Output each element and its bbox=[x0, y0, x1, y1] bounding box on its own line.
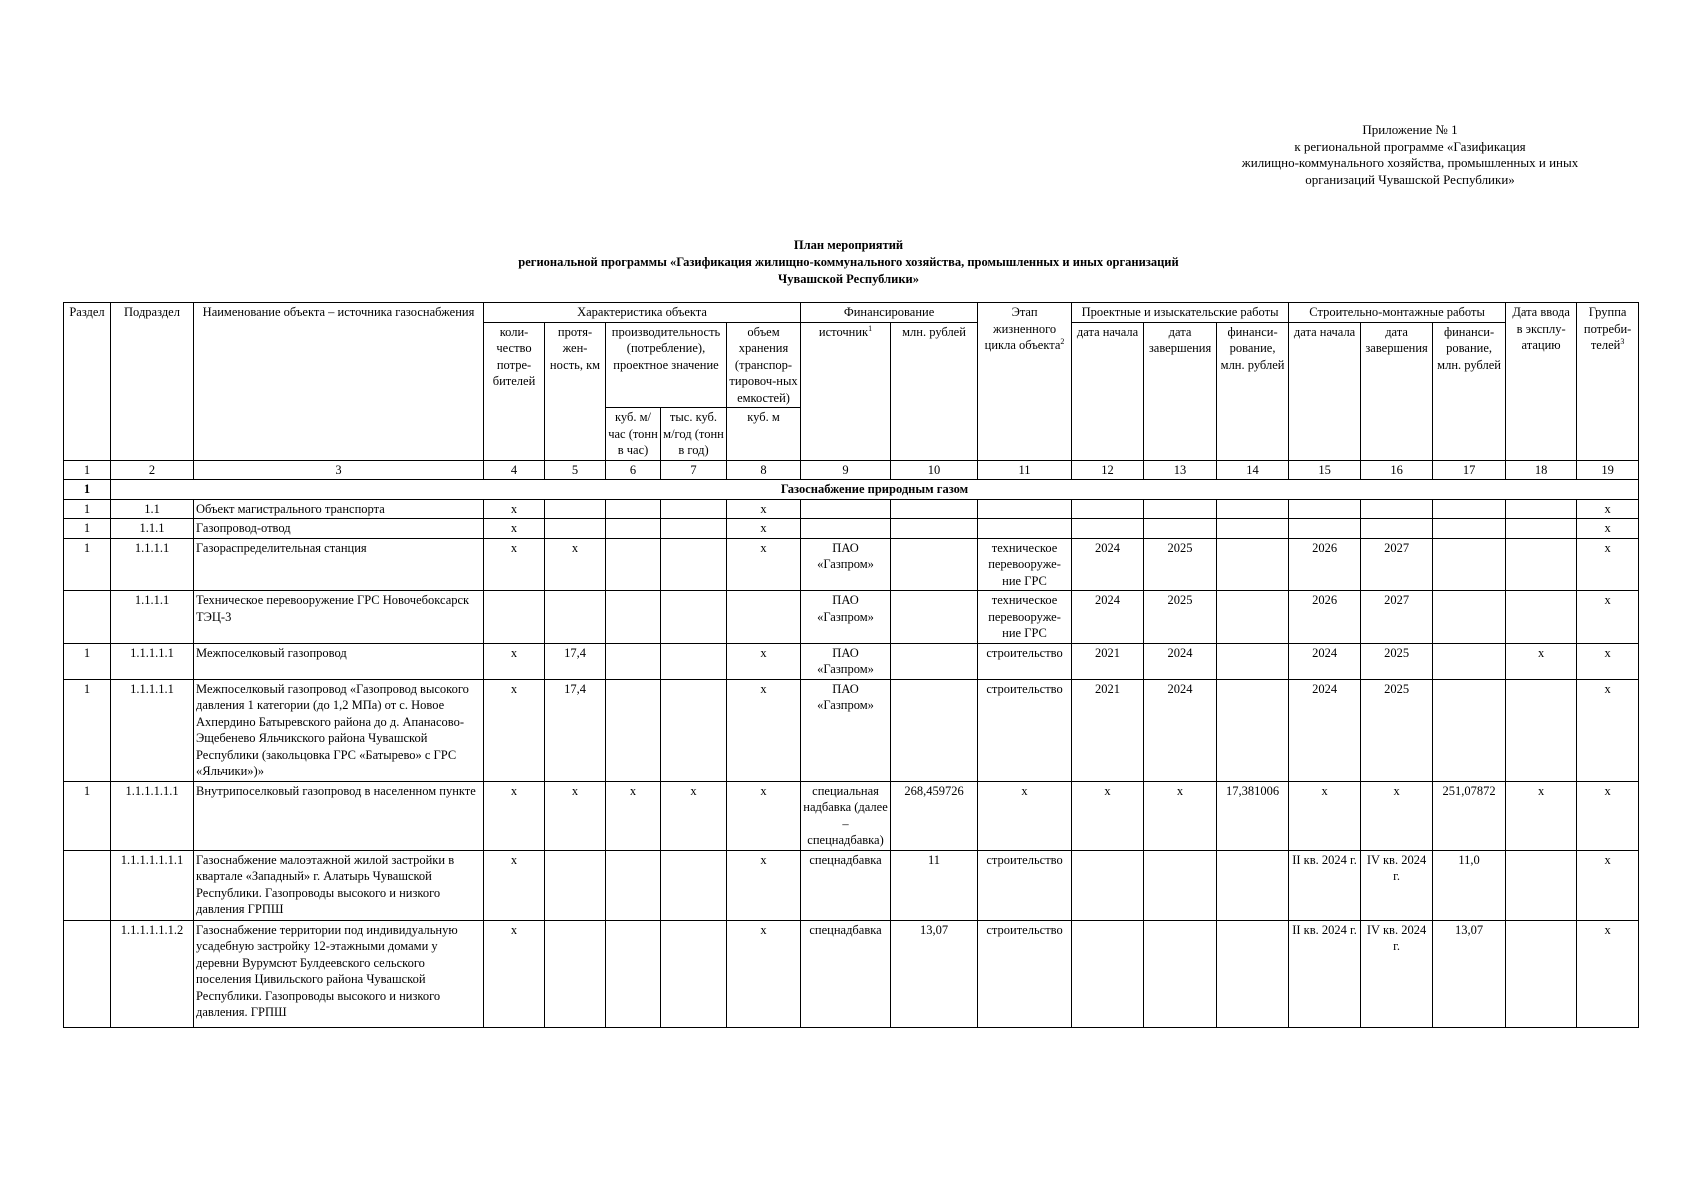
table-cell: x bbox=[606, 781, 661, 850]
table-cell bbox=[891, 643, 978, 679]
section-title: Газоснабжение природным газом bbox=[111, 480, 1639, 500]
table-cell bbox=[1217, 499, 1289, 519]
table-cell: 2024 bbox=[1289, 679, 1361, 781]
header-proizvoditelnost: производительность (потребление), проектное значение bbox=[606, 322, 727, 408]
table-cell bbox=[1144, 850, 1217, 920]
table-cell: 1 bbox=[64, 538, 111, 591]
table-cell: x bbox=[484, 499, 545, 519]
table-cell: x bbox=[978, 781, 1072, 850]
table-cell: 2025 bbox=[1361, 643, 1433, 679]
annex-line-1: Приложение № 1 bbox=[1362, 122, 1458, 137]
table-cell bbox=[606, 920, 661, 1027]
table-cell: x bbox=[1289, 781, 1361, 850]
table-cell: 1 bbox=[64, 679, 111, 781]
table-cell: 2021 bbox=[1072, 679, 1144, 781]
table-cell: 17,4 bbox=[545, 643, 606, 679]
table-cell: x bbox=[1577, 591, 1639, 644]
table-cell bbox=[978, 499, 1072, 519]
table-cell bbox=[1361, 519, 1433, 539]
table-cell bbox=[606, 519, 661, 539]
table-cell: x bbox=[727, 643, 801, 679]
header-protyazhennost: протя-жен-ность, км bbox=[545, 322, 606, 460]
table-cell: 17,381006 bbox=[1217, 781, 1289, 850]
table-cell bbox=[1217, 679, 1289, 781]
header-kub-m: куб. м bbox=[727, 408, 801, 461]
table-cell bbox=[891, 679, 978, 781]
title-line-2: региональной программы «Газификация жилищно-коммунального хозяйства, промышленных и иных организаций bbox=[518, 255, 1179, 269]
header-istochnik-text: источник bbox=[818, 324, 869, 339]
footnote-2: 2 bbox=[1060, 337, 1065, 346]
header-name: Наименование объекта – источника газоснабжения bbox=[194, 303, 484, 461]
table-row bbox=[64, 519, 1639, 539]
table-cell: x bbox=[1577, 679, 1639, 781]
table-cell: техническое перевооруже-ние ГРС bbox=[978, 591, 1072, 644]
table-cell bbox=[891, 591, 978, 644]
header-kub-m-chas: куб. м/час (тонн в час) bbox=[606, 408, 661, 461]
table-cell bbox=[1506, 591, 1577, 644]
header-razdel: Раздел bbox=[64, 303, 111, 461]
table-cell: 1.1.1.1.1.1 bbox=[111, 781, 194, 850]
table-cell bbox=[1144, 499, 1217, 519]
table-cell bbox=[661, 679, 727, 781]
header-istochnik bbox=[801, 322, 891, 460]
table-cell: x bbox=[1506, 643, 1577, 679]
table-cell: x bbox=[1361, 781, 1433, 850]
table-cell bbox=[1144, 519, 1217, 539]
table-cell: 268,459726 bbox=[891, 781, 978, 850]
table-cell: 2027 bbox=[1361, 538, 1433, 591]
table-cell bbox=[1072, 519, 1144, 539]
column-number: 7 bbox=[661, 460, 727, 480]
table-cell: x bbox=[484, 679, 545, 781]
table-cell: Объект магистрального транспорта bbox=[194, 499, 484, 519]
table-cell bbox=[1433, 679, 1506, 781]
header-financing: Финансирование bbox=[801, 303, 978, 323]
table-cell: x bbox=[1577, 643, 1639, 679]
table-cell bbox=[661, 499, 727, 519]
header-kolichestvo: коли-чество потре-бителей bbox=[484, 322, 545, 460]
table-cell bbox=[1217, 519, 1289, 539]
table-cell: x bbox=[727, 850, 801, 920]
table-row bbox=[64, 850, 1639, 920]
table-cell: Межпоселковый газопровод «Газопровод высокого давления 1 категории (до 1,2 МПа) от с. Новое Ахпердино Батыревского района до д. Апанасово-Эщебенево Яльчикского района Чувашской Республики (закольцовка ГРС «Батырево» с ГРС «Яльчики»)» bbox=[194, 679, 484, 781]
table-row bbox=[64, 591, 1639, 644]
table-cell bbox=[64, 920, 111, 1027]
footnote-3: 3 bbox=[1620, 337, 1625, 346]
column-number: 15 bbox=[1289, 460, 1361, 480]
table-cell: II кв. 2024 г. bbox=[1289, 920, 1361, 1027]
table-cell bbox=[606, 679, 661, 781]
table-cell bbox=[1289, 499, 1361, 519]
table-cell: x bbox=[727, 538, 801, 591]
header-design: Проектные и изыскательские работы bbox=[1072, 303, 1289, 323]
table-cell: x bbox=[1577, 499, 1639, 519]
table-cell: IV кв. 2024 г. bbox=[1361, 850, 1433, 920]
header-build-end: дата завершения bbox=[1361, 322, 1433, 460]
table-cell bbox=[978, 519, 1072, 539]
table-row bbox=[64, 538, 1639, 591]
table-cell: спецнадбавка bbox=[801, 920, 891, 1027]
table-cell: Техническое перевооружение ГРС Новочебоксарск ТЭЦ-3 bbox=[194, 591, 484, 644]
table-cell: x bbox=[1072, 781, 1144, 850]
table-row bbox=[64, 679, 1639, 781]
table-cell: 251,07872 bbox=[1433, 781, 1506, 850]
table-cell: 13,07 bbox=[891, 920, 978, 1027]
table-cell: 11,0 bbox=[1433, 850, 1506, 920]
table-cell: II кв. 2024 г. bbox=[1289, 850, 1361, 920]
table-cell: x bbox=[1577, 538, 1639, 591]
table-cell: x bbox=[1577, 519, 1639, 539]
table-cell bbox=[661, 850, 727, 920]
table-cell: 2024 bbox=[1144, 643, 1217, 679]
table-cell bbox=[1433, 519, 1506, 539]
table-cell bbox=[545, 519, 606, 539]
column-number: 13 bbox=[1144, 460, 1217, 480]
column-number: 4 bbox=[484, 460, 545, 480]
annex-line-2: к региональной программе «Газификация bbox=[1294, 138, 1526, 154]
table-cell: x bbox=[1577, 920, 1639, 1027]
table-row bbox=[64, 643, 1639, 679]
column-number: 18 bbox=[1506, 460, 1577, 480]
table-cell bbox=[606, 850, 661, 920]
column-number: 1 bbox=[64, 460, 111, 480]
table-cell: 1.1 bbox=[111, 499, 194, 519]
table-cell: ПАО «Газпром» bbox=[801, 538, 891, 591]
table-cell: 2024 bbox=[1289, 643, 1361, 679]
column-number: 19 bbox=[1577, 460, 1639, 480]
table-cell bbox=[1144, 920, 1217, 1027]
table-row bbox=[64, 920, 1639, 1027]
table-cell: 2025 bbox=[1144, 591, 1217, 644]
table-cell bbox=[64, 591, 111, 644]
table-cell: 17,4 bbox=[545, 679, 606, 781]
table-cell bbox=[1217, 920, 1289, 1027]
header-row-1 bbox=[64, 303, 1639, 323]
table-cell bbox=[1072, 850, 1144, 920]
column-number: 9 bbox=[801, 460, 891, 480]
table-cell: строительство bbox=[978, 850, 1072, 920]
table-cell: 2021 bbox=[1072, 643, 1144, 679]
column-number: 6 bbox=[606, 460, 661, 480]
table-cell: 1.1.1.1 bbox=[111, 538, 194, 591]
table-cell bbox=[484, 591, 545, 644]
table-cell bbox=[727, 591, 801, 644]
table-cell: 1.1.1.1.1 bbox=[111, 679, 194, 781]
table-cell: 1 bbox=[64, 781, 111, 850]
table-cell: ПАО «Газпром» bbox=[801, 591, 891, 644]
table-cell: 1 bbox=[64, 519, 111, 539]
header-build: Строительно-монтажные работы bbox=[1289, 303, 1506, 323]
table-cell bbox=[661, 519, 727, 539]
table-cell: 1.1.1.1.1.1.1 bbox=[111, 850, 194, 920]
column-number: 2 bbox=[111, 460, 194, 480]
annex-header bbox=[1180, 122, 1640, 188]
table-cell bbox=[801, 519, 891, 539]
section-row bbox=[64, 480, 1639, 500]
footnote-1: 1 bbox=[868, 323, 873, 333]
table-cell bbox=[891, 538, 978, 591]
column-number-row bbox=[64, 460, 1639, 480]
title-line-3: Чувашской Республики» bbox=[778, 272, 919, 286]
table-cell bbox=[891, 499, 978, 519]
table-cell: спецнадбавка bbox=[801, 850, 891, 920]
table-cell: 11 bbox=[891, 850, 978, 920]
table-cell bbox=[1361, 499, 1433, 519]
table-cell bbox=[891, 519, 978, 539]
header-build-financing: финанси-рование, млн. рублей bbox=[1433, 322, 1506, 460]
table-cell bbox=[606, 591, 661, 644]
table-cell: x bbox=[484, 781, 545, 850]
table-cell bbox=[545, 850, 606, 920]
header-characteristics: Характеристика объекта bbox=[484, 303, 801, 323]
table-cell: Газораспределительная станция bbox=[194, 538, 484, 591]
table-cell: 2027 bbox=[1361, 591, 1433, 644]
column-number: 8 bbox=[727, 460, 801, 480]
table-cell bbox=[1072, 499, 1144, 519]
table-cell: Внутрипоселковый газопровод в населенном пункте bbox=[194, 781, 484, 850]
table-cell: Газоснабжение малоэтажной жилой застройки в квартале «Западный» г. Алатырь Чувашской Республики. Газопроводы высокого и низкого давления ГРПШ bbox=[194, 850, 484, 920]
header-data-vvoda: Дата ввода в эксплу-атацию bbox=[1506, 303, 1577, 461]
table-cell: 2026 bbox=[1289, 591, 1361, 644]
table-row bbox=[64, 781, 1639, 850]
table-cell: Газопровод-отвод bbox=[194, 519, 484, 539]
table-cell bbox=[1217, 850, 1289, 920]
table-cell: x bbox=[484, 519, 545, 539]
table-cell: строительство bbox=[978, 643, 1072, 679]
header-etap bbox=[978, 303, 1072, 461]
header-design-start: дата начала bbox=[1072, 322, 1144, 460]
table-cell bbox=[1433, 643, 1506, 679]
table-cell bbox=[545, 591, 606, 644]
header-gruppa-text: Группа потреби-телей bbox=[1583, 305, 1632, 352]
table-cell bbox=[606, 643, 661, 679]
header-gruppa bbox=[1577, 303, 1639, 461]
header-podrazdel: Подраздел bbox=[111, 303, 194, 461]
table-cell: 2024 bbox=[1072, 538, 1144, 591]
table-cell bbox=[801, 499, 891, 519]
document-title bbox=[0, 237, 1697, 288]
column-number: 11 bbox=[978, 460, 1072, 480]
table-cell: 1.1.1.1.1 bbox=[111, 643, 194, 679]
table-cell: строительство bbox=[978, 679, 1072, 781]
annex-line-3: жилищно-коммунального хозяйства, промышленных и иных bbox=[1241, 155, 1579, 170]
table-cell bbox=[1072, 920, 1144, 1027]
table-cell: x bbox=[727, 519, 801, 539]
table-cell: 1 bbox=[64, 499, 111, 519]
table-cell: 1.1.1.1 bbox=[111, 591, 194, 644]
table-cell bbox=[661, 538, 727, 591]
column-number: 5 bbox=[545, 460, 606, 480]
column-number: 3 bbox=[194, 460, 484, 480]
table-cell bbox=[661, 920, 727, 1027]
table-cell: 1 bbox=[64, 643, 111, 679]
table-cell: 2025 bbox=[1144, 538, 1217, 591]
table-cell: Межпоселковый газопровод bbox=[194, 643, 484, 679]
table-cell bbox=[545, 499, 606, 519]
table-cell: x bbox=[661, 781, 727, 850]
table-cell bbox=[606, 538, 661, 591]
table-cell: x bbox=[545, 781, 606, 850]
table-cell: техническое перевооруже-ние ГРС bbox=[978, 538, 1072, 591]
table-cell: x bbox=[484, 920, 545, 1027]
table-cell: x bbox=[1577, 850, 1639, 920]
table-cell bbox=[1289, 519, 1361, 539]
column-number: 14 bbox=[1217, 460, 1289, 480]
table-cell bbox=[1433, 591, 1506, 644]
column-number: 17 bbox=[1433, 460, 1506, 480]
table-cell bbox=[1217, 643, 1289, 679]
table-cell: 1.1.1.1.1.1.2 bbox=[111, 920, 194, 1027]
header-build-start: дата начала bbox=[1289, 322, 1361, 460]
plan-table bbox=[63, 302, 1639, 1028]
table-cell: x bbox=[727, 679, 801, 781]
table-cell bbox=[1506, 850, 1577, 920]
table-cell bbox=[1433, 499, 1506, 519]
table-cell bbox=[606, 499, 661, 519]
header-etap-text: Этап жизненного цикла объекта bbox=[984, 305, 1061, 352]
table-cell: Газоснабжение территории под индивидуальную усадебную застройку 12-этажными домами у деревни Вурумсют Булдеевского сельского поселения Цивильского района Чувашской Республики. Газопроводы высокого и низкого давления. ГРПШ bbox=[194, 920, 484, 1027]
table-cell: x bbox=[727, 499, 801, 519]
table-cell bbox=[1217, 591, 1289, 644]
table-cell bbox=[661, 643, 727, 679]
table-cell: IV кв. 2024 г. bbox=[1361, 920, 1433, 1027]
table-cell bbox=[64, 850, 111, 920]
table-cell: строительство bbox=[978, 920, 1072, 1027]
title-line-1: План мероприятий bbox=[793, 238, 904, 252]
table-cell: x bbox=[1144, 781, 1217, 850]
table-cell: 1.1.1 bbox=[111, 519, 194, 539]
annex-line-4: организаций Чувашской Республики» bbox=[1305, 171, 1515, 187]
table-cell bbox=[1433, 538, 1506, 591]
table-cell: 2025 bbox=[1361, 679, 1433, 781]
table-cell: x bbox=[545, 538, 606, 591]
table-cell bbox=[1506, 920, 1577, 1027]
table-cell: x bbox=[484, 643, 545, 679]
table-cell bbox=[1506, 679, 1577, 781]
header-design-end: дата завершения bbox=[1144, 322, 1217, 460]
column-number: 12 bbox=[1072, 460, 1144, 480]
header-obem: объем хранения (транспор-тировоч-ных емкостей) bbox=[727, 322, 801, 408]
table-cell bbox=[1506, 499, 1577, 519]
header-design-financing: финанси-рование, млн. рублей bbox=[1217, 322, 1289, 460]
table-cell bbox=[1506, 538, 1577, 591]
table-cell: 2026 bbox=[1289, 538, 1361, 591]
table-cell: x bbox=[727, 920, 801, 1027]
table-cell bbox=[1217, 538, 1289, 591]
table-cell bbox=[1506, 519, 1577, 539]
table-cell: ПАО «Газпром» bbox=[801, 679, 891, 781]
table-cell: специальная надбавка (далее – спецнадбавка) bbox=[801, 781, 891, 850]
table-cell bbox=[545, 920, 606, 1027]
header-mln-rub: млн. рублей bbox=[891, 322, 978, 460]
table-cell: 13,07 bbox=[1433, 920, 1506, 1027]
column-number: 16 bbox=[1361, 460, 1433, 480]
table-cell: x bbox=[484, 850, 545, 920]
table-cell: x bbox=[727, 781, 801, 850]
table-cell: x bbox=[1577, 781, 1639, 850]
column-number: 10 bbox=[891, 460, 978, 480]
header-tys-kub-m-god: тыс. куб. м/год (тонн в год) bbox=[661, 408, 727, 461]
table-cell: 2024 bbox=[1072, 591, 1144, 644]
table-cell: 2024 bbox=[1144, 679, 1217, 781]
table-cell: ПАО «Газпром» bbox=[801, 643, 891, 679]
table-cell: x bbox=[1506, 781, 1577, 850]
section-number: 1 bbox=[64, 480, 111, 500]
table-cell: x bbox=[484, 538, 545, 591]
table-cell bbox=[661, 591, 727, 644]
table-row bbox=[64, 499, 1639, 519]
